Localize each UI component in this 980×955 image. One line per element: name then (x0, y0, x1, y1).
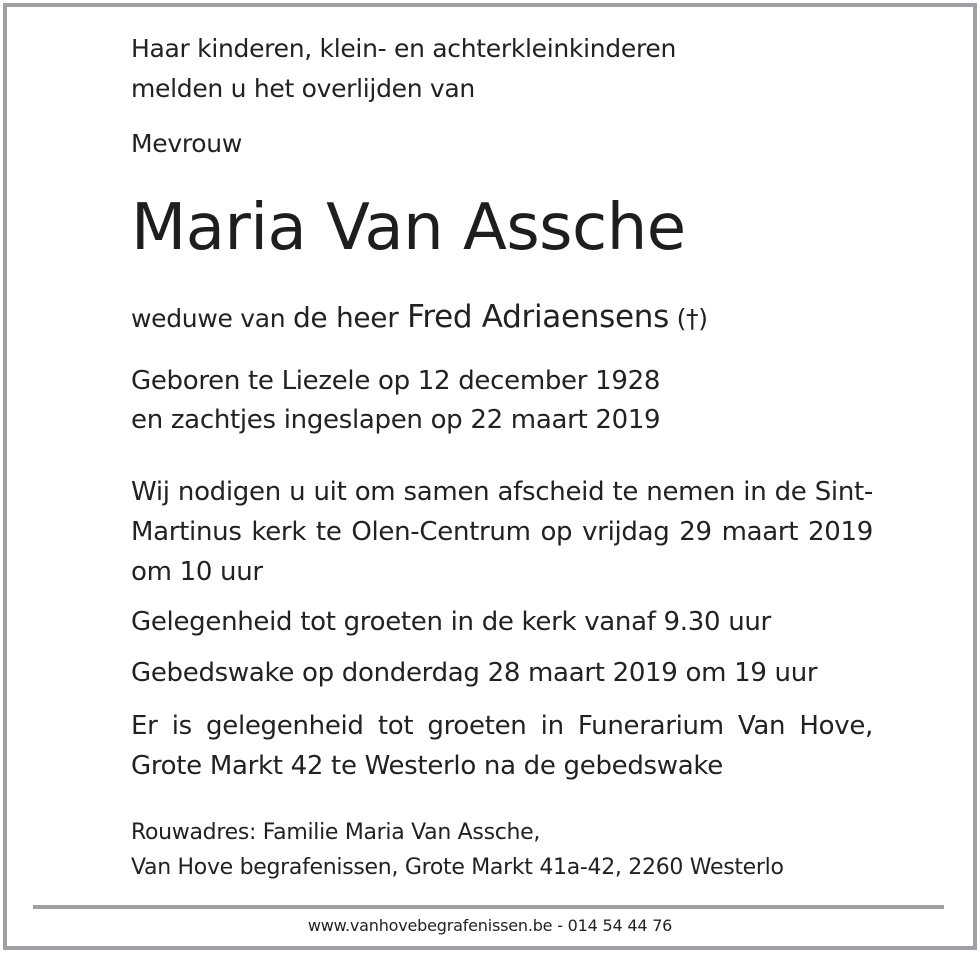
birth-line: Geboren te Liezele op 12 december 1928 (131, 366, 661, 396)
death-line: en zachtjes ingeslapen op 22 maart 2019 (131, 405, 661, 435)
ceremony-text: Wij nodigen u uit om samen afscheid te nemen in de Sint-Martinus kerk te Olen-Centrum op vrijdag 29 maart 2019 om 10 uur (131, 477, 873, 587)
phone-number: 014 54 44 76 (567, 916, 673, 935)
address-line-2: Van Hove begrafenissen, Grote Markt 41a-42, 2260 Westerlo (131, 855, 784, 880)
intro-line-2: melden u het overlijden van (131, 74, 475, 103)
intro-line-1: Haar kinderen, klein- en achterkleinkinderen (131, 34, 677, 63)
vigil-text: Gebedswake op donderdag 28 maart 2019 om 19 uur (131, 658, 818, 688)
spouse-line (131, 297, 708, 339)
title-prefix: Mevrouw (131, 129, 242, 158)
deceased-mark: (†) (668, 304, 708, 333)
footer (0, 916, 980, 935)
spouse-name: Fred Adriaensens (407, 299, 669, 335)
funeral-home-greeting: Er is gelegenheid tot groeten in Funerarium Van Hove, Grote Markt 42 te Westerlo na de gebedswake (131, 711, 873, 781)
church-greeting: Gelegenheid tot groeten in de kerk vanaf 9.30 uur (131, 607, 771, 637)
deceased-name: Maria Van Assche (131, 191, 686, 265)
website-link[interactable]: www.vanhovebegrafenissen.be (307, 916, 553, 935)
address-line-1: Rouwadres: Familie Maria Van Assche, (131, 820, 541, 845)
spouse-prefix: weduwe van (131, 304, 293, 333)
spouse-mid: de heer (292, 301, 408, 334)
footer-divider (33, 905, 944, 909)
footer-separator: - (552, 916, 568, 935)
